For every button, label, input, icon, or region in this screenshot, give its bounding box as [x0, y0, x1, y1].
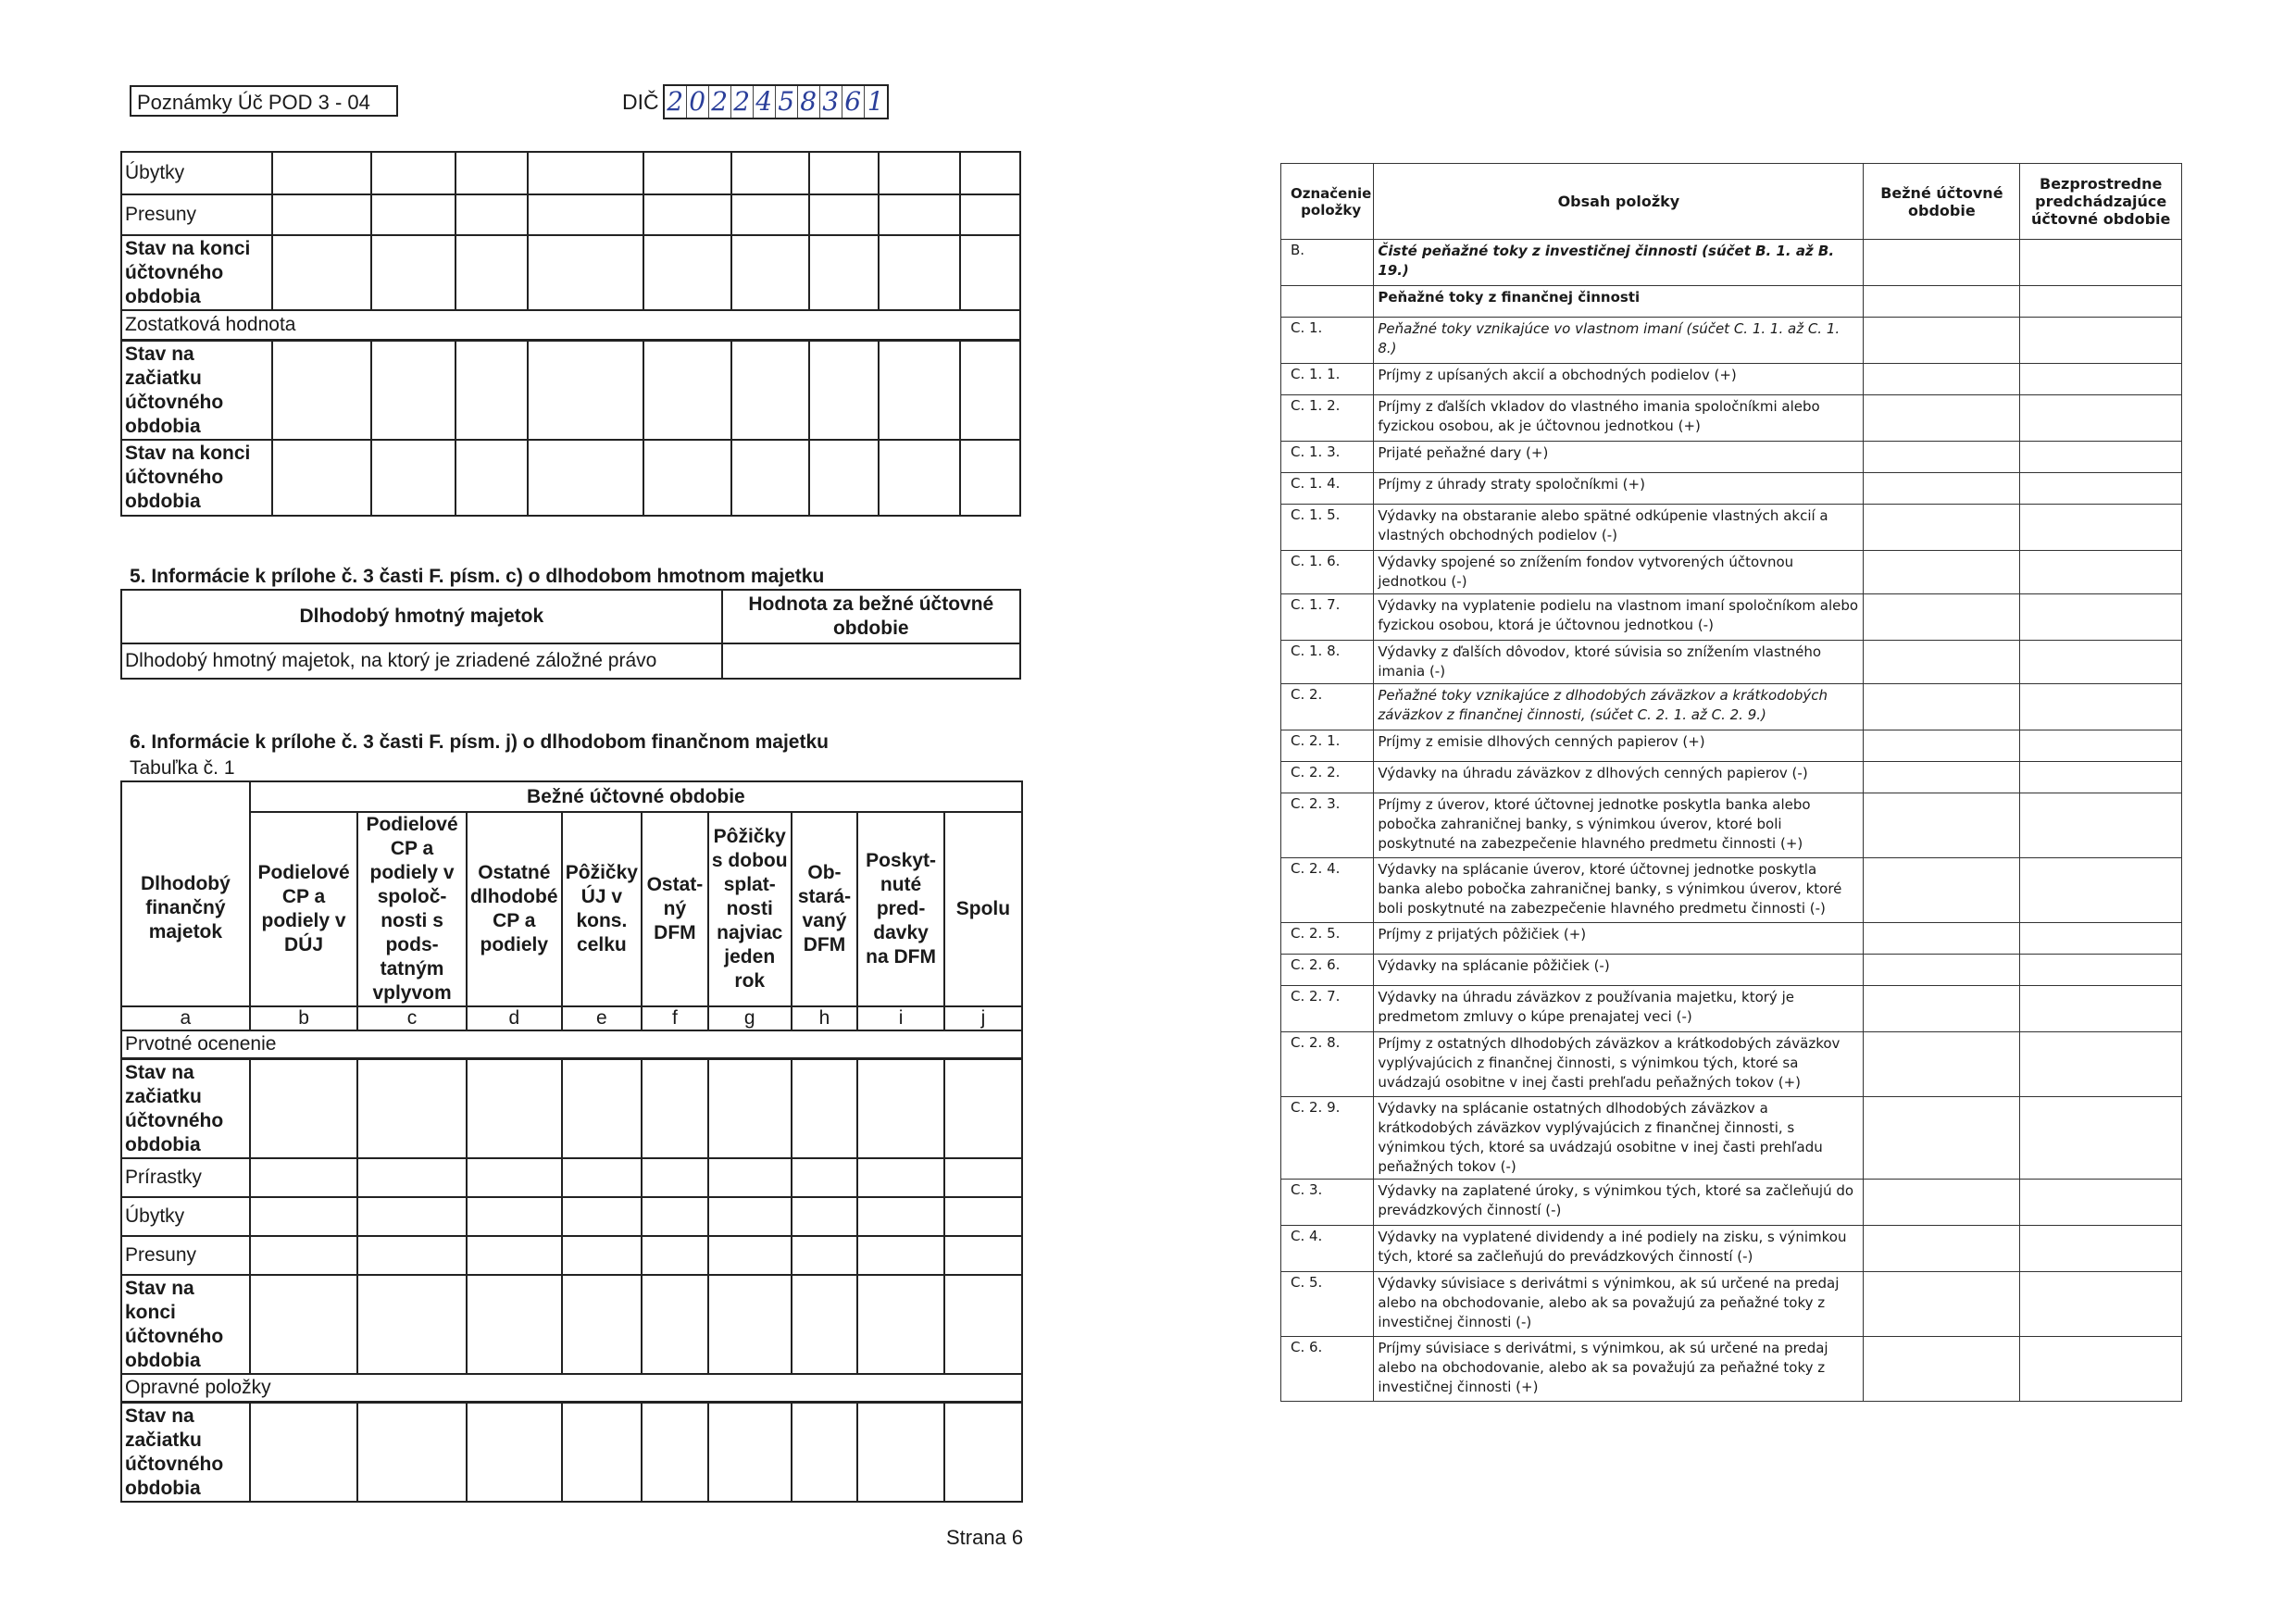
- dic-label: DIČ: [622, 89, 659, 114]
- value-current-cell: [1864, 762, 2020, 793]
- item-code: C. 2. 9.: [1281, 1097, 1374, 1180]
- column-letter: a: [121, 1006, 250, 1030]
- section-6-table: [120, 780, 1023, 1503]
- item-code: C. 2. 2.: [1281, 762, 1374, 793]
- item-description: Príjmy z prijatých pôžičiek (+): [1374, 923, 1864, 955]
- row-label: Stav na konci účtovného obdobia: [121, 235, 272, 310]
- value-previous-cell: [2020, 923, 2182, 955]
- value-previous-cell: [2020, 1097, 2182, 1180]
- item-code: C. 2. 1.: [1281, 730, 1374, 762]
- header-cell: Ostat- ný DFM: [642, 812, 708, 1006]
- table-row: [1281, 240, 2182, 286]
- dic-digit: 2: [731, 86, 754, 118]
- item-code: [1281, 286, 1374, 318]
- item-description: Príjmy z ostatných dlhodobých záväzkov a krátkodobých záväzkov vyplývajúcich z finančnej činnosti, s výnimkou tých, ktoré sa uvádzajú osobitne v inej časti prehľadu peňažných tokov (+): [1374, 1032, 1864, 1097]
- value-current-cell: [1864, 923, 2020, 955]
- header-cell-a: Dlhodobý finančný majetok: [121, 781, 250, 1006]
- value-current-cell: [1864, 594, 2020, 641]
- table-row: [1281, 473, 2182, 505]
- row-label: Prírastky: [121, 1158, 250, 1197]
- item-code: C. 2. 4.: [1281, 858, 1374, 923]
- item-description: Výdavky na splácanie pôžičiek (-): [1374, 955, 1864, 986]
- value-previous-cell: [2020, 442, 2182, 473]
- section-6-title: 6. Informácie k prílohe č. 3 časti F. písm. j) o dlhodobom finančnom majetku: [130, 731, 829, 753]
- item-description: Príjmy súvisiace s derivátmi, s výnimkou, ak sú určené na predaj alebo na obchodovanie, alebo ak sa považujú za peňažné toky z investičnej činnosti (+): [1374, 1337, 1864, 1402]
- value-previous-cell: [2020, 1226, 2182, 1272]
- table-row: [121, 1275, 1022, 1374]
- item-code: C. 2. 8.: [1281, 1032, 1374, 1097]
- table-row: [1281, 730, 2182, 762]
- letter-row: [121, 1006, 1022, 1030]
- item-code: C. 2.: [1281, 684, 1374, 730]
- item-code: C. 2. 5.: [1281, 923, 1374, 955]
- item-description: Výdavky na úhradu záväzkov z dlhových cenných papierov (-): [1374, 762, 1864, 793]
- column-letter: d: [467, 1006, 562, 1030]
- value-current-cell: [1864, 684, 2020, 730]
- dic-digit: 1: [867, 86, 884, 117]
- header-previous-period: Bezprostredne predchádzajúce účtovné obdobie: [2020, 164, 2182, 240]
- item-description: Príjmy z ďalších vkladov do vlastného imania spoločníkmi alebo fyzickou osobou, ak je účtovnou jednotkou (+): [1374, 395, 1864, 442]
- item-code: B.: [1281, 240, 1374, 286]
- group-header: Bežné účtovné obdobie: [250, 781, 1022, 812]
- value-previous-cell: [2020, 240, 2182, 286]
- item-code: C. 1. 5.: [1281, 505, 1374, 551]
- value-current-cell: [1864, 1226, 2020, 1272]
- value-previous-cell: [2020, 395, 2182, 442]
- header-cell: Pôžičky s dobou splat- nosti najviac jeden rok: [708, 812, 792, 1006]
- value-previous-cell: [2020, 684, 2182, 730]
- continuation-table: [120, 151, 1021, 517]
- header-row: [121, 590, 1020, 643]
- table-row: [121, 235, 1020, 310]
- value-previous-cell: [2020, 641, 2182, 684]
- column-letter: i: [857, 1006, 944, 1030]
- column-letter: g: [708, 1006, 792, 1030]
- header-code: Označenie položky: [1281, 164, 1374, 240]
- value-current-cell: [1864, 505, 2020, 551]
- value-previous-cell: [2020, 858, 2182, 923]
- table-row: [1281, 858, 2182, 923]
- row-label: Úbytky: [121, 152, 272, 194]
- table-row: [1281, 505, 2182, 551]
- row-label: Stav na začiatku účtovného obdobia: [121, 1402, 250, 1502]
- item-code: C. 2. 3.: [1281, 793, 1374, 858]
- header-content: Obsah položky: [1374, 164, 1864, 240]
- row-label: Stav na začiatku účtovného obdobia: [121, 1058, 250, 1158]
- item-description: Príjmy z úhrady straty spoločníkmi (+): [1374, 473, 1864, 505]
- header-row: [121, 781, 1022, 812]
- dic-field: [622, 85, 889, 119]
- item-description: Výdavky na splácanie ostatných dlhodobých záväzkov a krátkodobých záväzkov vyplývajúcich z finančnej činnosti, s výnimkou tých, ktoré sa uvádzajú osobitne v inej časti prehľadu peňažných tokov (-): [1374, 1097, 1864, 1180]
- header-cell: Podielové CP a podiely v DÚJ: [250, 812, 358, 1006]
- value-current-cell: [1864, 318, 2020, 364]
- value-current-cell: [1864, 1272, 2020, 1337]
- dic-digit-cells: [663, 84, 889, 119]
- table-row: [1281, 364, 2182, 395]
- table-row: [1281, 1337, 2182, 1402]
- header-row: [121, 812, 1022, 1006]
- header-cell: Pôžičky ÚJ v kons. celku: [562, 812, 642, 1006]
- value-current-cell: [1864, 442, 2020, 473]
- value-previous-cell: [2020, 730, 2182, 762]
- item-description: Peňažné toky z finančnej činnosti: [1374, 286, 1864, 318]
- dic-digit: 6: [842, 86, 865, 118]
- item-description: Výdavky z ďalších dôvodov, ktoré súvisia so znížením vlastného imania (-): [1374, 641, 1864, 684]
- item-description: Výdavky na zaplatené úroky, s výnimkou tých, ktoré sa začleňujú do prevádzkových činností (-): [1374, 1180, 1864, 1226]
- header-cell: Spolu: [944, 812, 1022, 1006]
- column-letter: h: [792, 1006, 858, 1030]
- row-label: Presuny: [121, 194, 272, 235]
- value-current-cell: [1864, 551, 2020, 594]
- section-row: [121, 1374, 1022, 1402]
- section-row: [121, 310, 1020, 340]
- table-row: [1281, 1272, 2182, 1337]
- header-cell: Hodnota za bežné účtovné obdobie: [722, 590, 1020, 643]
- row-label: Úbytky: [121, 1197, 250, 1236]
- value-current-cell: [1864, 1337, 2020, 1402]
- item-code: C. 5.: [1281, 1272, 1374, 1337]
- item-description: Výdavky spojené so znížením fondov vytvorených účtovnou jednotkou (-): [1374, 551, 1864, 594]
- item-description: Čisté peňažné toky z investičnej činnosti (súčet B. 1. až B. 19.): [1374, 240, 1864, 286]
- value-current-cell: [1864, 730, 2020, 762]
- item-code: C. 4.: [1281, 1226, 1374, 1272]
- value-current-cell: [1864, 858, 2020, 923]
- table-row: [1281, 955, 2182, 986]
- value-previous-cell: [2020, 551, 2182, 594]
- table-row: [1281, 641, 2182, 684]
- table-row: [1281, 1032, 2182, 1097]
- table-row: [1281, 684, 2182, 730]
- dic-digit: 0: [687, 86, 709, 118]
- table-row: [1281, 286, 2182, 318]
- section-label: Prvotné ocenenie: [121, 1030, 1022, 1058]
- item-description: Výdavky na úhradu záväzkov z používania majetku, ktorý je predmetom zmluvy o kúpe prenajatej veci (-): [1374, 986, 1864, 1032]
- item-description: Príjmy z upísaných akcií a obchodných podielov (+): [1374, 364, 1864, 395]
- table-row: [1281, 551, 2182, 594]
- section-5-table: [120, 589, 1021, 680]
- column-letter: f: [642, 1006, 708, 1030]
- table-row: [1281, 442, 2182, 473]
- value-current-cell: [1864, 641, 2020, 684]
- item-code: C. 1. 2.: [1281, 395, 1374, 442]
- table-row: [121, 440, 1020, 516]
- page-number: Strana 6: [946, 1526, 1024, 1549]
- item-description: Výdavky na vyplatenie podielu na vlastnom imaní spoločníkom alebo fyzickou osobou, ktorá je účtovnou jednotkou (-): [1374, 594, 1864, 641]
- dic-digit: 3: [820, 86, 842, 118]
- column-letter: c: [357, 1006, 466, 1030]
- value-previous-cell: [2020, 318, 2182, 364]
- value-current-cell: [1864, 240, 2020, 286]
- item-code: C. 1. 1.: [1281, 364, 1374, 395]
- row-label: Stav na konci účtovného obdobia: [121, 440, 272, 516]
- cash-flow-rows: [1281, 240, 2182, 1402]
- table-row: [121, 1058, 1022, 1158]
- section-label: Opravné položky: [121, 1374, 1022, 1402]
- value-current-cell: [1864, 1180, 2020, 1226]
- value-previous-cell: [2020, 793, 2182, 858]
- section-5-title: 5. Informácie k prílohe č. 3 časti F. písm. c) o dlhodobom hmotnom majetku: [130, 566, 825, 587]
- item-code: C. 2. 7.: [1281, 986, 1374, 1032]
- item-description: Príjmy z úverov, ktoré účtovnej jednotke poskytla banka alebo pobočka zahraničnej banky, s výnimkou úverov, ktoré boli poskytnuté na zabezpečenie hlavného predmetu činnosti (+): [1374, 793, 1864, 858]
- item-description: Výdavky na obstaranie alebo spätné odkúpenie vlastných akcií a vlastných obchodných podielov (-): [1374, 505, 1864, 551]
- dic-digit: 5: [776, 86, 798, 118]
- table-row: [1281, 762, 2182, 793]
- value-current-cell: [1864, 1097, 2020, 1180]
- table-row: [121, 194, 1020, 235]
- item-code: C. 3.: [1281, 1180, 1374, 1226]
- value-previous-cell: [2020, 594, 2182, 641]
- table-row: [121, 340, 1020, 440]
- value-current-cell: [1864, 955, 2020, 986]
- value-current-cell: [1864, 395, 2020, 442]
- value-previous-cell: [2020, 986, 2182, 1032]
- value-previous-cell: [2020, 505, 2182, 551]
- item-code: C. 6.: [1281, 1337, 1374, 1402]
- item-description: Prijaté peňažné dary (+): [1374, 442, 1864, 473]
- header-cell: Podielové CP a podiely v spoloč- nosti s pods- tatným vplyvom: [357, 812, 466, 1006]
- item-description: Peňažné toky vznikajúce z dlhodobých záväzkov a krátkodobých záväzkov z finančnej činnosti, (súčet C. 2. 1. až C. 2. 9.): [1374, 684, 1864, 730]
- item-code: C. 1.: [1281, 318, 1374, 364]
- value-previous-cell: [2020, 762, 2182, 793]
- table-row: [121, 1236, 1022, 1275]
- section-label: Zostatková hodnota: [121, 310, 1020, 340]
- column-letter: e: [562, 1006, 642, 1030]
- row-label: Presuny: [121, 1236, 250, 1275]
- column-letter: b: [250, 1006, 358, 1030]
- header-current-period: Bežné účtovné obdobie: [1864, 164, 2020, 240]
- item-description: Výdavky na vyplatené dividendy a iné podiely na zisku, s výnimkou tých, ktoré sa začleňujú do prevádzkových činností (-): [1374, 1226, 1864, 1272]
- table-row: [1281, 923, 2182, 955]
- header-cell: Dlhodobý hmotný majetok: [121, 590, 722, 643]
- table-row: [1281, 594, 2182, 641]
- dic-digit: 8: [798, 86, 820, 118]
- dic-digit: 2: [665, 86, 687, 118]
- table-row: [1281, 1097, 2182, 1180]
- item-code: C. 1. 3.: [1281, 442, 1374, 473]
- section-row: [121, 1030, 1022, 1058]
- value-previous-cell: [2020, 1337, 2182, 1402]
- value-previous-cell: [2020, 364, 2182, 395]
- dic-digit: 2: [709, 86, 731, 118]
- value-current-cell: [1864, 986, 2020, 1032]
- row-label: Stav na konci účtovného obdobia: [121, 1275, 250, 1374]
- table-caption: Tabuľka č. 1: [130, 757, 235, 779]
- value-current-cell: [1864, 793, 2020, 858]
- item-code: C. 1. 7.: [1281, 594, 1374, 641]
- dic-digit: 4: [754, 86, 776, 118]
- item-code: C. 2. 6.: [1281, 955, 1374, 986]
- item-description: Výdavky súvisiace s derivátmi s výnimkou, ak sú určené na predaj alebo na obchodovanie, alebo ak sa považujú za peňažné toky z investičnej činnosti (-): [1374, 1272, 1864, 1337]
- item-description: Výdavky na splácanie úverov, ktoré účtovnej jednotke poskytla banka alebo pobočka zahraničnej banky, s výnimkou úverov, ktoré boli poskytnuté na zabezpečenie hlavného predmetu činnosti (-): [1374, 858, 1864, 923]
- item-code: C. 1. 4.: [1281, 473, 1374, 505]
- row-label: Dlhodobý hmotný majetok, na ktorý je zriadené záložné právo: [121, 643, 722, 679]
- table-row: [1281, 793, 2182, 858]
- table-row: [1281, 318, 2182, 364]
- value-current-cell: [1864, 286, 2020, 318]
- item-code: C. 1. 8.: [1281, 641, 1374, 684]
- table-row: [121, 1402, 1022, 1502]
- item-description: Príjmy z emisie dlhových cenných papierov (+): [1374, 730, 1864, 762]
- value-previous-cell: [2020, 473, 2182, 505]
- table-row: [1281, 395, 2182, 442]
- header-row: [1281, 164, 2182, 240]
- value-previous-cell: [2020, 286, 2182, 318]
- item-description: Peňažné toky vznikajúce vo vlastnom imaní (súčet C. 1. 1. až C. 1. 8.): [1374, 318, 1864, 364]
- table-row: [1281, 1226, 2182, 1272]
- value-previous-cell: [2020, 1032, 2182, 1097]
- table-row: [1281, 986, 2182, 1032]
- table-row: [1281, 1180, 2182, 1226]
- table-row: [121, 1158, 1022, 1197]
- header-cell: Ostatné dlhodobé CP a podiely: [467, 812, 562, 1006]
- value-current-cell: [1864, 473, 2020, 505]
- value-previous-cell: [2020, 955, 2182, 986]
- header-cell: Ob- stará- vaný DFM: [792, 812, 858, 1006]
- cash-flow-table: [1280, 163, 2182, 1402]
- form-code-box: Poznámky Úč POD 3 - 04: [130, 85, 398, 117]
- table-row: [121, 152, 1020, 194]
- value-previous-cell: [2020, 1180, 2182, 1226]
- value-current-cell: [1864, 1032, 2020, 1097]
- value-current-cell: [1864, 364, 2020, 395]
- table-row: [121, 643, 1020, 679]
- item-code: C. 1. 6.: [1281, 551, 1374, 594]
- header-cell: Poskyt- nuté pred- davky na DFM: [857, 812, 944, 1006]
- row-label: Stav na začiatku účtovného obdobia: [121, 340, 272, 440]
- column-letter: j: [944, 1006, 1022, 1030]
- value-previous-cell: [2020, 1272, 2182, 1337]
- table-row: [121, 1197, 1022, 1236]
